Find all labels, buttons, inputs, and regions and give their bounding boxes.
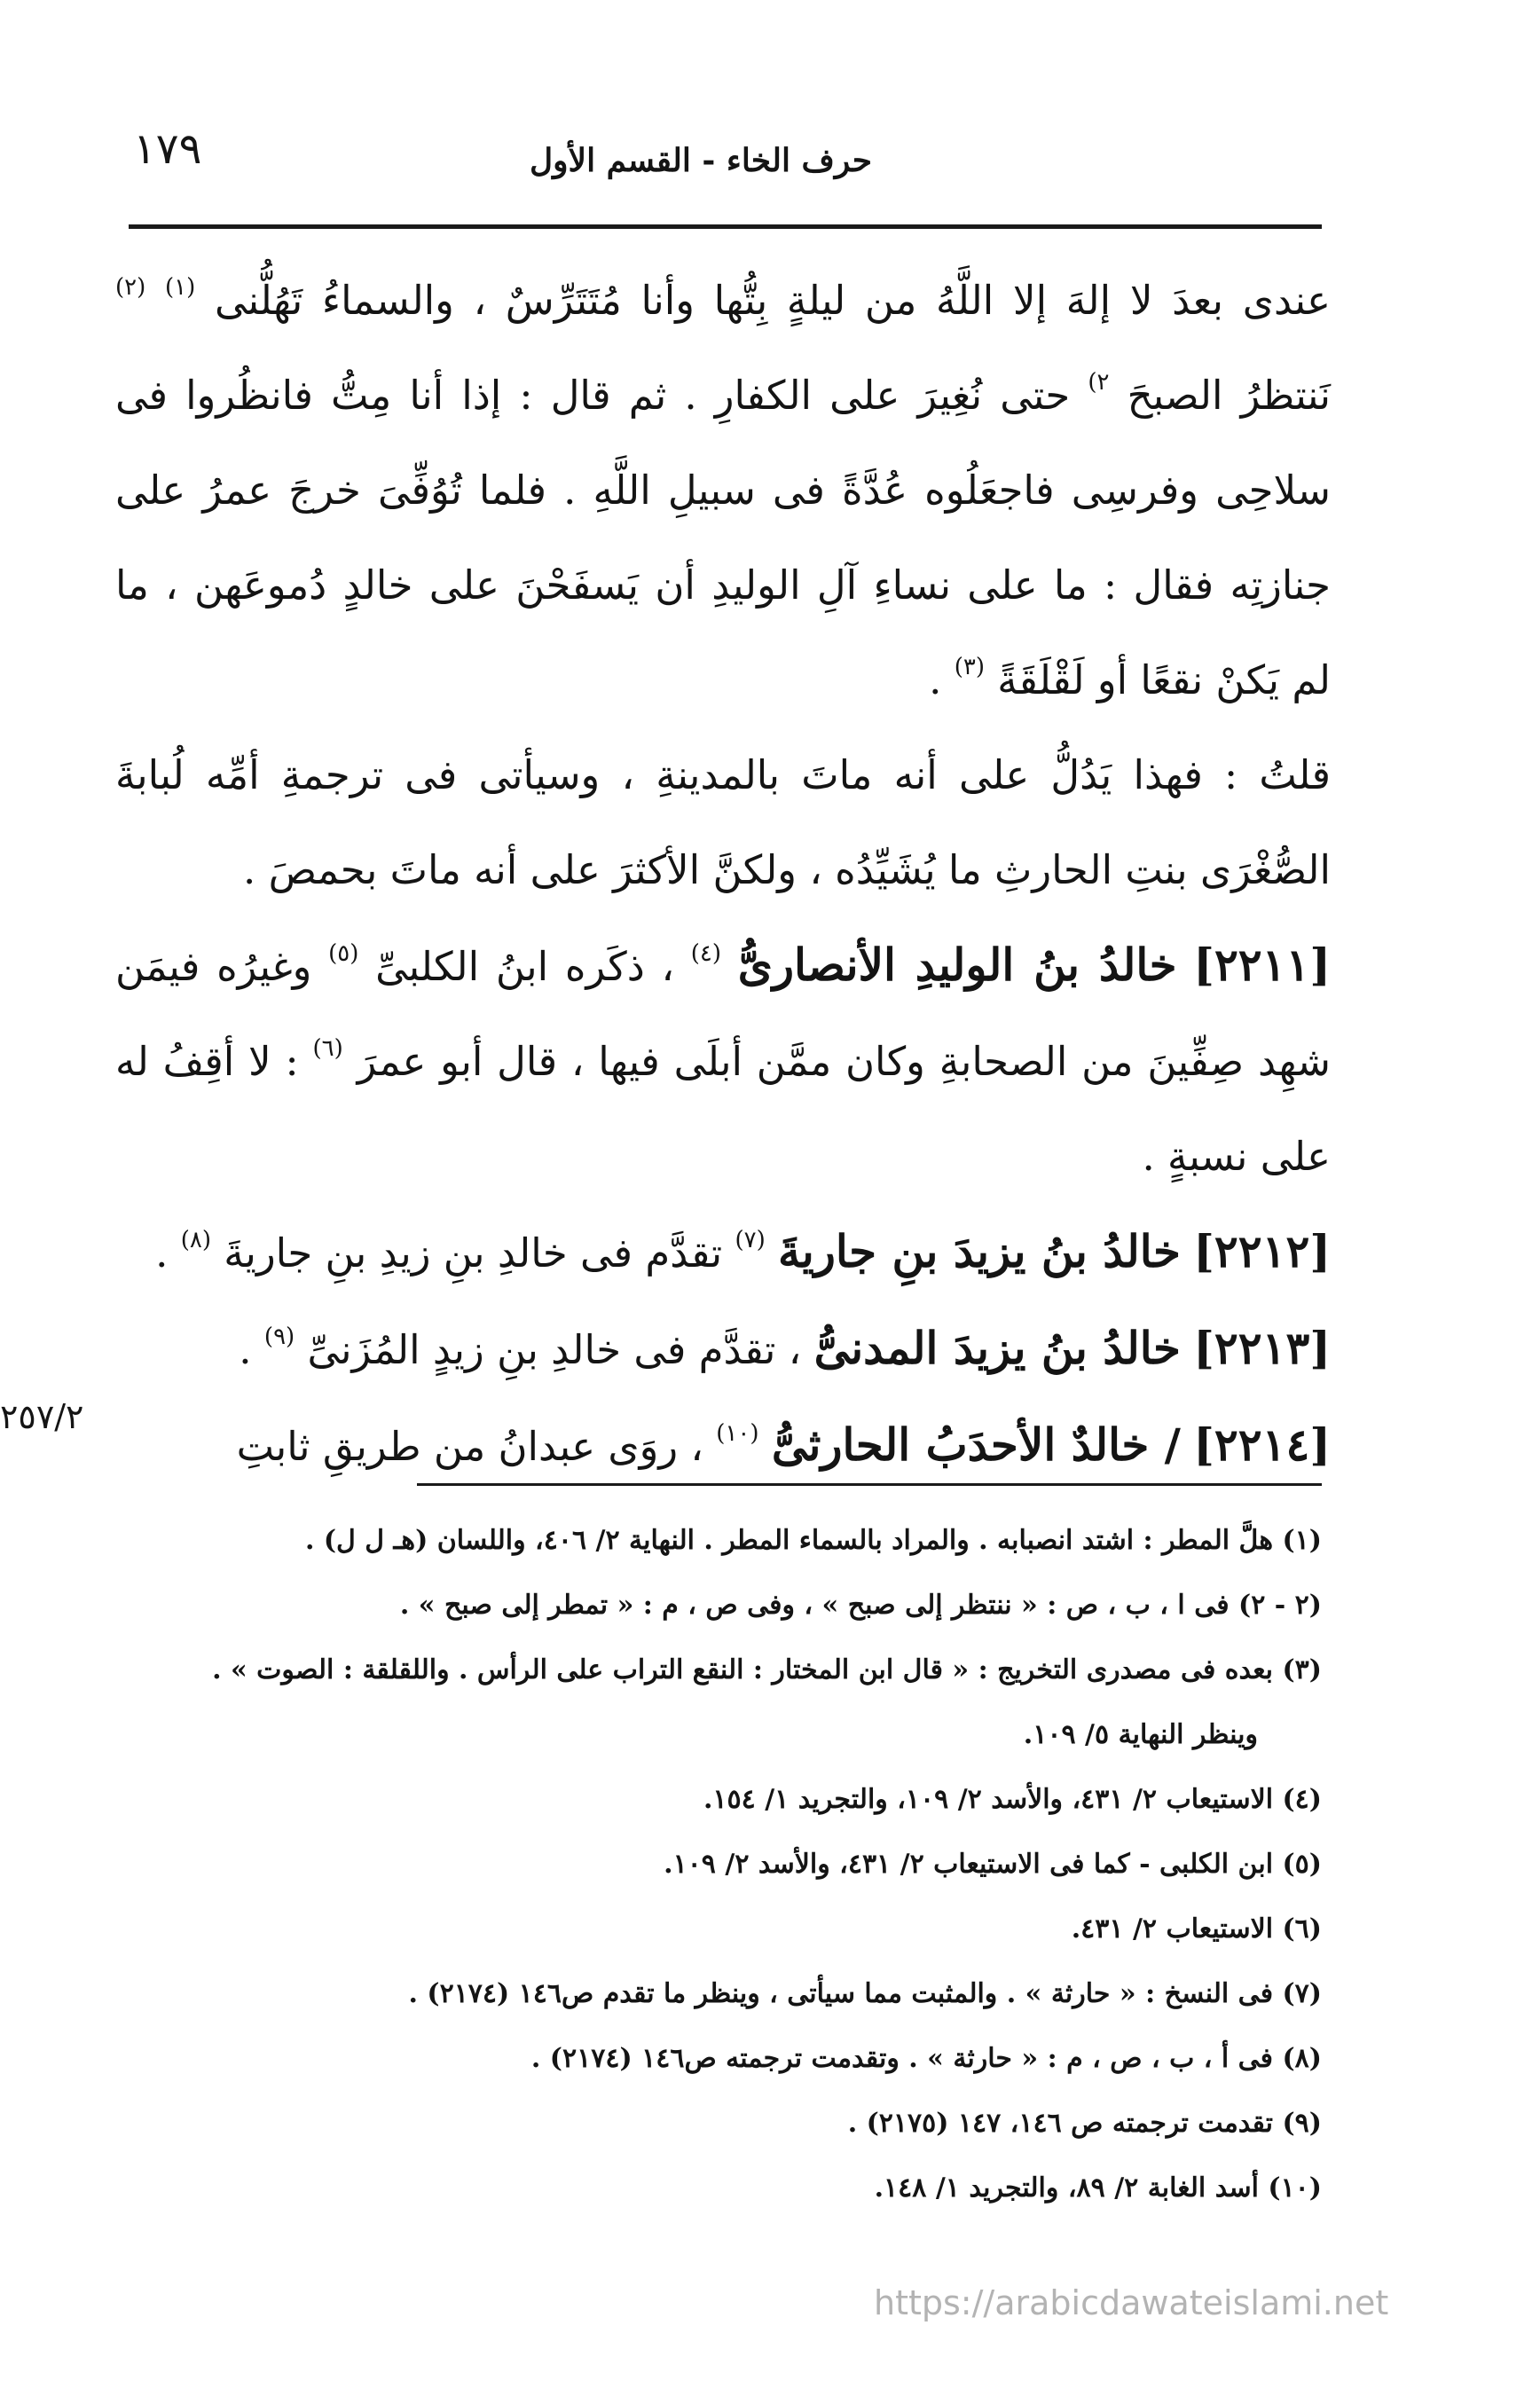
footnote: (٣) بعده فى مصدرى التخريج : « قال ابن المختار : النقع التراب على الرأس . واللقلقة : الصوت » . [212,1654,1322,1685]
page-number: ١٧٩ [133,124,202,174]
footnote: (٧) فى النسخ : « حارثة » . والمثبت مما سيأتى ، وينظر ما تقدم ص١٤٦ (٢١٧٤) . [408,1978,1322,2009]
entry-2211 [115,917,1331,1204]
footnote-ref: (٥) [328,940,359,967]
entry-2212 [115,1204,1331,1300]
footnote: (٥) ابن الكلبى - كما فى الاستيعاب ٢/ ٤٣١، والأسد ٢/ ١٠٩. [664,1849,1322,1880]
text-segment: عندى بعدَ لا إلهَ إلا اللَّهُ من ليلةٍ بِتُّها وأنا مُتَتَرِّسٌ ، والسماءُ تَهُلُّنى [214,277,1331,324]
footnote-ref: (٨) [180,1227,211,1253]
footnote-rule [417,1483,1322,1486]
paragraph-continuation [115,253,1331,727]
paragraph-comment: قلتُ : فهذا يَدُلُّ على أنه ماتَ بالمدينةِ ، وسيأتى فى ترجمةِ أمِّه لُبابةَ الصُّغْرَى بنتِ الحارثِ ما يُشَيِّدُه ، ولكنَّ الأكثرَ على أنه ماتَ بحمصَ . [115,751,1331,893]
header-rule [129,224,1322,229]
text-segment: . [155,1229,169,1277]
footnote: (٩) تقدمت ترجمته ص ١٤٦، ١٤٧ (٢١٧٥) . [847,2108,1322,2139]
footnote-continuation: وينظر النهاية ٥/ ١٠٩. [1023,1719,1258,1750]
footnote: (١٠) أسد الغابة ٢/ ٨٩، والتجريد ١/ ١٤٨. [874,2172,1322,2204]
entry-number: [٢٢١٤] [1193,1418,1331,1471]
footnote-ref: ٢) [1088,369,1110,396]
text-segment: نَنتظرُ الصبحَ [1127,372,1331,419]
main-text [115,253,1331,1494]
running-head: حرف الخاء - القسم الأول [530,142,872,179]
entry-2214 [115,1397,1331,1494]
footnote-ref: (٣) [954,654,985,680]
footnote-ref: (٢) [115,274,146,301]
margin-volume-page-note: ٢٥٧/٢ [0,1397,84,1436]
footnote-ref: (٦) [312,1035,343,1062]
footnote: (١) هلَّ المطر : اشتد انصبابه . والمراد بالسماء المطر . النهاية ٢/ ٤٠٦، واللسان (هـ ل ل) . [304,1525,1322,1556]
footnote: (٢ - ٢) فى ا ، ب ، ص : « ننتظر إلى صبح » ، وفى ص ، م : « تمطر إلى صبح » . [399,1590,1322,1621]
footnote: (٤) الاستيعاب ٢/ ٤٣١، والأسد ٢/ ١٠٩، والتجريد ١/ ١٥٤. [703,1784,1322,1815]
footnote-ref: (٩) [263,1324,295,1350]
entry-2213 [115,1300,1331,1397]
footnote-ref: (٧) [735,1227,766,1253]
text-segment: . [929,656,942,703]
entry-name: خالدُ بنُ الوليدِ الأنصارىُّ [737,939,1177,991]
footnote: (٨) فى أ ، ب ، ص ، م : « حارثة » . وتقدمت ترجمته ص١٤٦ (٢١٧٤) . [530,2043,1322,2074]
text-segment: تقدَّم فى خالدِ بنِ زيدِ بنِ جاريةَ [224,1229,723,1277]
entry-number: [٢٢١٢] [1193,1225,1331,1277]
text-segment: ، تقدَّم فى خالدِ بنِ زيدٍ المُزَنىِّ [307,1326,802,1373]
watermark-url: https://arabicdawateislami.net [874,2283,1389,2322]
entry-name: خالدُ بنُ يزيدَ المدنىُّ [813,1322,1181,1374]
text-segment: ، ذكَره ابنُ الكلبىِّ [375,943,674,990]
text-segment: حتى نُغِيرَ على الكفارِ . ثم قال : إذا أنا مِتُّ فانظُروا فى سلاحِى وفرسِى فاجعَلُوه عُدَّةً فى سبيلِ اللَّهِ . فلما تُوُفِّىَ خرجَ عمرُ على جنازتِه فقال : ما على نساءِ آلِ الوليدِ أن يَسفَحْنَ على خالدٍ دُموعَهن ، ما لم يَكنْ نقعًا أو لَقْلَقَةً [115,372,1331,703]
entry-name: خالدُ بنُ يزيدَ بنِ جاريةَ [778,1225,1181,1277]
text-segment: ، روَى عبدانُ من طريقِ ثابتِ [236,1423,703,1470]
text-segment: وغيرُه فيمَن شهِد صِفِّينَ من الصحابةِ وكان ممَّن أبلَى فيها ، قال أبو عمرَ [115,943,1332,1085]
text-segment: : لا أقِفُ له على نسبةٍ . [115,1038,1331,1180]
footnotes [133,1508,1322,2220]
footnote-ref: (١٠) [716,1420,759,1447]
entry-number: [٢٢١٣] [1193,1322,1331,1374]
text-segment: . [239,1326,252,1373]
entry-number: [٢٢١١] [1193,939,1332,991]
entry-name: / خالدٌ الأحدَبُ الحارثىُّ [771,1418,1181,1471]
footnote: (٦) الاستيعاب ٢/ ٤٣١. [1071,1913,1322,1944]
footnote-ref: (٤) [690,940,721,967]
footnote-ref: (١) [164,274,196,301]
